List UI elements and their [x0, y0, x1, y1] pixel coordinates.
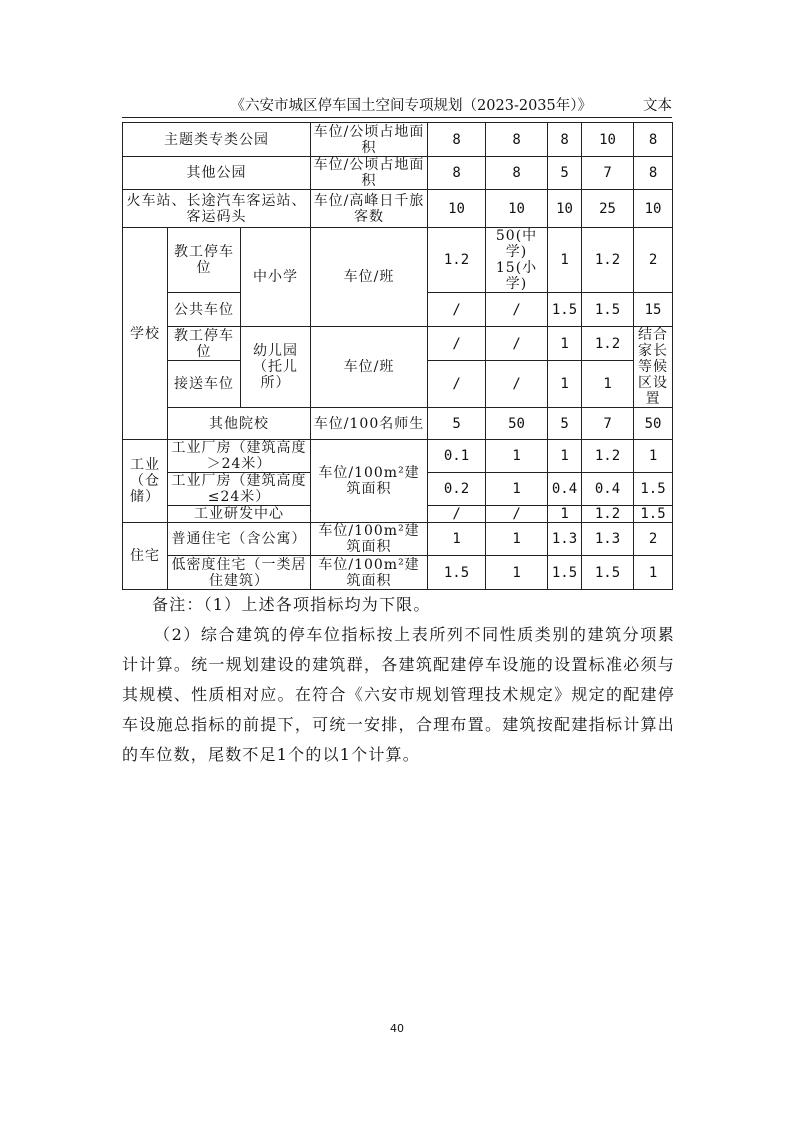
value-cell: 10: [548, 190, 582, 228]
row-unit: 车位/100m²建筑面积: [311, 440, 428, 523]
row-name: 工业厂房（建筑高度＞24米）: [168, 440, 311, 473]
table-row: [123, 556, 673, 590]
value-cell: 1: [486, 440, 548, 473]
note-1: 备注：（1）上述各项指标均为下限。: [152, 595, 431, 614]
row-name: 教工停车位: [168, 228, 241, 293]
row-name: 低密度住宅（一类居住建筑）: [168, 556, 311, 590]
value-cell: 1: [582, 361, 634, 408]
value-cell: 1.3: [582, 523, 634, 556]
row-unit: 车位/公顷占地面积: [311, 123, 428, 157]
page-number: 40: [390, 1022, 404, 1035]
value-cell: 1.2: [582, 506, 634, 523]
value-cell: 1.2: [582, 327, 634, 361]
value-cell: 8: [486, 123, 548, 157]
value-cell: 2: [634, 523, 673, 556]
value-cell: 2: [634, 228, 673, 293]
notes-section: [122, 590, 675, 770]
row-unit: 车位/班: [311, 228, 428, 327]
value-cell: 8: [428, 123, 486, 157]
value-cell: 1.5: [548, 293, 582, 327]
table-row: [123, 157, 673, 190]
value-cell: 50: [634, 408, 673, 440]
value-cell: 1: [428, 523, 486, 556]
value-cell: /: [428, 361, 486, 408]
table-row: [123, 327, 673, 361]
value-cell: 8: [486, 157, 548, 190]
value-cell: 0.2: [428, 473, 486, 506]
page-header: [122, 92, 672, 116]
value-cell: 7: [582, 408, 634, 440]
value-cell: /: [428, 506, 486, 523]
table-row: [123, 523, 673, 556]
section-label: 文本: [643, 98, 672, 114]
row-unit: 车位/班: [311, 327, 428, 408]
value-cell: 1: [548, 440, 582, 473]
value-cell: 1: [486, 473, 548, 506]
value-cell: 50: [486, 408, 548, 440]
table-row: [123, 408, 673, 440]
value-cell: 1: [548, 327, 582, 361]
value-cell: 1.5: [548, 556, 582, 590]
value-cell: 25: [582, 190, 634, 228]
value-cell: 1.2: [428, 228, 486, 293]
value-cell: 7: [582, 157, 634, 190]
value-cell: /: [486, 506, 548, 523]
row-unit: 车位/公顷占地面积: [311, 157, 428, 190]
merged-note-cell: 结合家长等候区设置: [634, 327, 673, 408]
value-cell: /: [428, 293, 486, 327]
row-name: 其他院校: [168, 408, 311, 440]
value-cell: 5: [548, 408, 582, 440]
value-cell: 0.1: [428, 440, 486, 473]
value-cell: /: [428, 327, 486, 361]
row-name: 工业厂房（建筑高度≤24米）: [168, 473, 311, 506]
value-cell: 5: [428, 408, 486, 440]
row-unit: 车位/100m²建筑面积: [311, 523, 428, 556]
header-rule: [122, 117, 672, 118]
value-cell: /: [486, 361, 548, 408]
row-name: 工业研发中心: [168, 506, 311, 523]
parking-standards-table: [122, 122, 673, 590]
value-cell: 1.5: [582, 556, 634, 590]
value-cell: 1.2: [582, 228, 634, 293]
value-cell: 1.5: [634, 506, 673, 523]
note-2: （2）综合建筑的停车位指标按上表所列不同性质类别的建筑分项累计计算。统一规划建设的建筑群，各建筑配建停车设施的设置标准必须与其规模、性质相对应。在符合《六安市规划管理技术规定》规定的配建停车设施总指标的前提下，可统一安排，合理布置。建筑按配建指标计算出的车位数，尾数不足1个的以1个计算。: [122, 625, 675, 764]
category-industry: 工业（仓储）: [123, 440, 168, 523]
value-cell: 10: [428, 190, 486, 228]
value-cell: /: [486, 293, 548, 327]
row-unit: 车位/100m²建筑面积: [311, 556, 428, 590]
value-cell: 1: [486, 523, 548, 556]
value-cell: 1: [548, 361, 582, 408]
row-unit: 车位/100名师生: [311, 408, 428, 440]
value-cell: 0.4: [582, 473, 634, 506]
value-cell: 5: [548, 157, 582, 190]
value-cell: 1: [634, 556, 673, 590]
value-cell: 1.3: [548, 523, 582, 556]
value-cell: 1: [548, 506, 582, 523]
value-cell: 0.4: [548, 473, 582, 506]
row-unit: 车位/高峰日千旅客数: [311, 190, 428, 228]
sub-category: 幼儿园（托儿所）: [241, 327, 311, 408]
row-name: 普通住宅（含公寓）: [168, 523, 311, 556]
table-row: [123, 123, 673, 157]
value-cell: 10: [486, 190, 548, 228]
value-cell: 1.2: [582, 440, 634, 473]
value-cell: 8: [634, 123, 673, 157]
row-name: 公共车位: [168, 293, 241, 327]
value-cell: 8: [428, 157, 486, 190]
value-cell: 1.5: [428, 556, 486, 590]
value-cell: 1.5: [582, 293, 634, 327]
value-cell: 8: [548, 123, 582, 157]
row-name: 主题类专类公园: [123, 123, 311, 157]
sub-category: 中小学: [241, 228, 311, 327]
value-cell: 15: [634, 293, 673, 327]
value-cell: 10: [582, 123, 634, 157]
category-residential: 住宅: [123, 523, 168, 590]
value-cell: 10: [634, 190, 673, 228]
row-name: 教工停车位: [168, 327, 241, 361]
table-row: [123, 190, 673, 228]
value-cell: 1.5: [634, 473, 673, 506]
value-cell: 1: [634, 440, 673, 473]
table-row: [123, 440, 673, 473]
row-name: 接送车位: [168, 361, 241, 408]
row-name: 其他公园: [123, 157, 311, 190]
value-cell: 1: [548, 228, 582, 293]
value-cell: 1: [486, 556, 548, 590]
row-name: 火车站、长途汽车客运站、客运码头: [123, 190, 311, 228]
value-cell: 50(中学) 15(小学): [486, 228, 548, 293]
category-school: 学校: [123, 228, 168, 440]
table-row: [123, 228, 673, 293]
value-cell: /: [486, 327, 548, 361]
value-cell: 8: [634, 157, 673, 190]
document-title: 《六安市城区停车国土空间专项规划（2023-2035年）》: [230, 98, 592, 114]
